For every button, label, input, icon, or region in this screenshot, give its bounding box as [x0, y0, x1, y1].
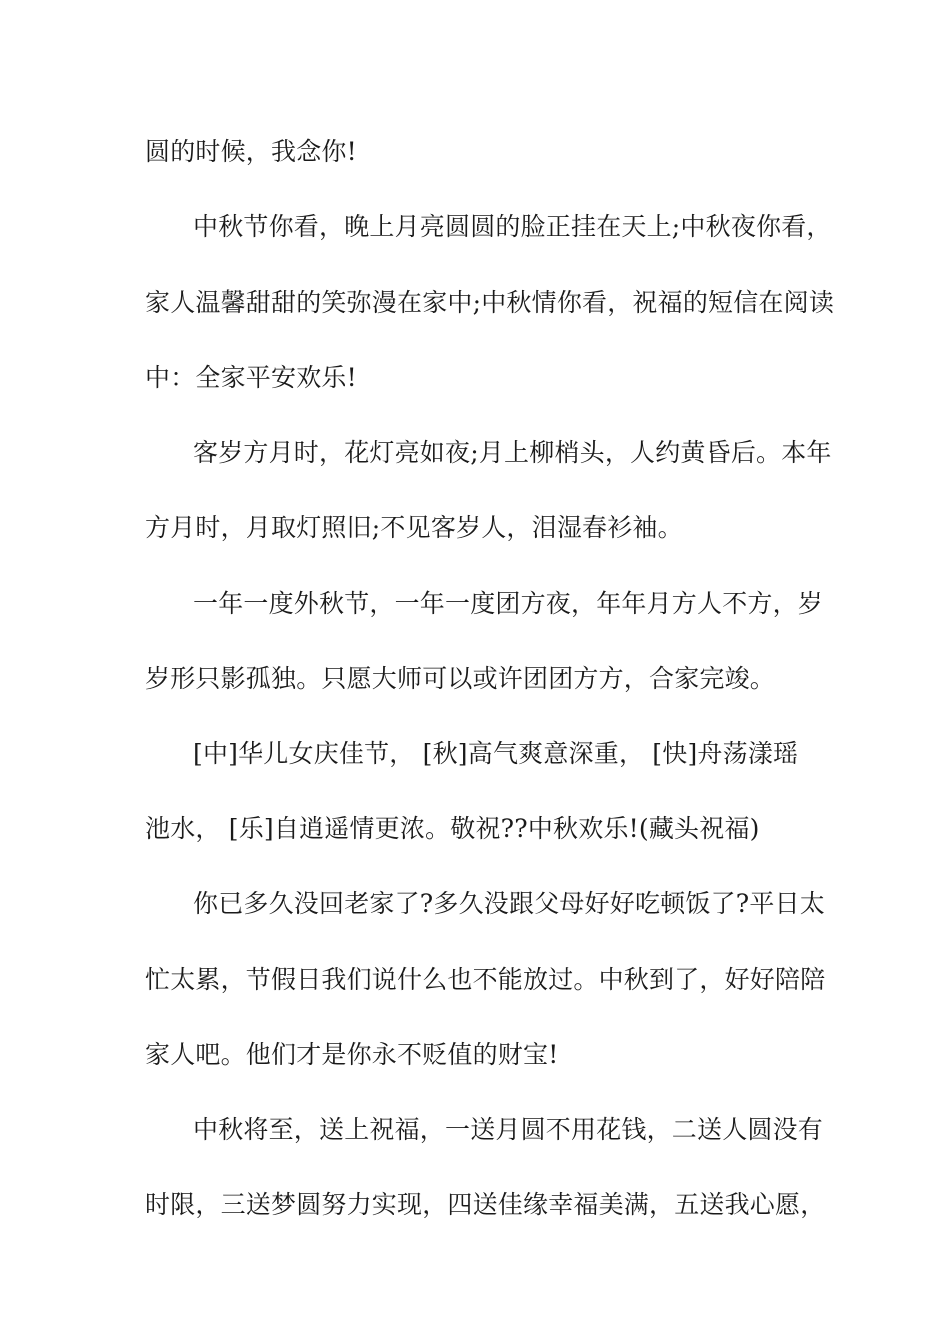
- text-line: 岁形只影孤独。只愿大师可以或许团团方方，合家完竣。: [145, 664, 776, 693]
- paragraph-first-line: 客岁方月时，花灯亮如夜;月上柳梢头，人约黄昏后。本年: [193, 438, 832, 467]
- paragraph-first-line: 一年一度外秋节，一年一度团方夜，年年月方人不方，岁: [193, 589, 824, 618]
- text-line: 方月时，月取灯照旧;不见客岁人，泪湿春衫袖。: [145, 513, 683, 542]
- text-line: 忙太累，节假日我们说什么也不能放过。中秋到了，好好陪陪: [145, 965, 826, 994]
- paragraph-first-line: 你已多久没回老家了?多久没跟父母好好吃顿饭了?平日太: [193, 889, 826, 918]
- paragraph-first-line: 中秋将至，送上祝福，一送月圆不用花钱，二送人圆没有: [193, 1115, 824, 1144]
- text-line: 中：全家平安欢乐!: [145, 363, 357, 392]
- text-line: 池水， [乐]自逍遥情更浓。敬祝??中秋欢乐!(藏头祝福): [145, 814, 760, 843]
- paragraph-first-line: [中]华儿女庆佳节， [秋]高气爽意深重， [快]舟荡漾瑶: [193, 739, 799, 768]
- text-line: 家人温馨甜甜的笑弥漫在家中;中秋情你看，祝福的短信在阅读: [145, 288, 835, 317]
- paragraph-first-line: 中秋节你看，晚上月亮圆圆的脸正挂在天上;中秋夜你看，: [193, 212, 832, 241]
- text-line: 时限，三送梦圆努力实现，四送佳缘幸福美满，五送我心愿，: [145, 1190, 826, 1219]
- text-line: 家人吧。他们才是你永不贬值的财宝!: [145, 1040, 559, 1069]
- text-line: 圆的时候，我念你!: [145, 137, 357, 166]
